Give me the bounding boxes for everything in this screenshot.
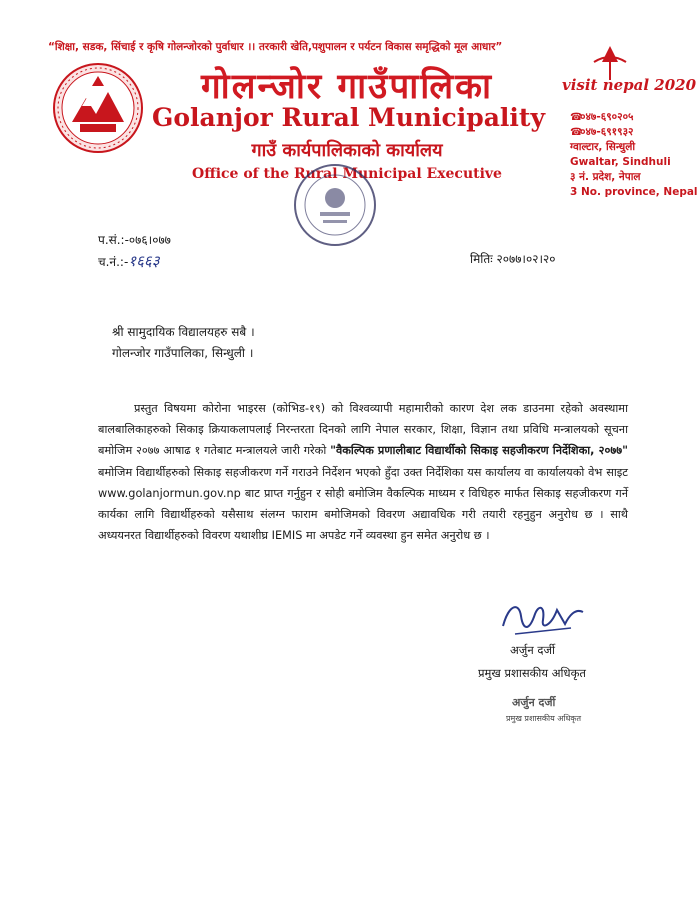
letter-body bbox=[98, 398, 628, 546]
phone-line-2: ☎०४७-६९१९३२ bbox=[570, 126, 634, 138]
letter-date: मितिः २०७७।०२।२० bbox=[470, 252, 556, 266]
dispatch-number: १६६३ bbox=[128, 252, 160, 270]
reference-block bbox=[98, 230, 171, 273]
reference-number: प.सं.:-०७६।०७७ bbox=[98, 233, 171, 247]
recipient-line-1: श्री सामुदायिक विद्यालयहरु सबै । bbox=[112, 325, 255, 339]
dispatch-number-line: च.नं.:-१६६३ bbox=[98, 252, 160, 270]
body-part-1: प्रस्तुत विषयमा कोरोना भाइरस (कोभिड-१९) को विश्वव्यापी महामारीको कारण देश लक डाउनमा रहेको अवस्थामा बालबालिकाहरुको सिकाइ क्रियाकलापलाई निरन्तरता दिनको लागि नेपाल सरकार, शिक्षा, विज्ञान तथा प्रविधि मन्त्रालयको सूचना बमोजिम २०७७ आषाढ १ गतेबाट मन्त्रालयले जारी गरेको bbox=[98, 402, 628, 458]
visit-nepal-logo-text: visit nepal 2020 bbox=[562, 76, 697, 94]
title-english: Golanjor Rural Municipality bbox=[152, 103, 546, 132]
visit-nepal-icon bbox=[558, 40, 697, 106]
body-guideline-title: "वैकल्पिक प्रणालीबाट विद्यार्थीको सिकाइ सहजीकरण निर्देशिका, २०७७" bbox=[330, 444, 628, 458]
contact-block bbox=[570, 110, 698, 200]
office-stamp-icon bbox=[290, 160, 380, 250]
name-stamp bbox=[504, 693, 598, 729]
phone-icon: ☎ bbox=[570, 112, 583, 123]
signatory-title: प्रमुख प्रशासकीय अधिकृत bbox=[478, 666, 586, 680]
municipality-emblem-icon bbox=[52, 62, 144, 154]
stamp-title: प्रमुख प्रशासकीय अधिकृत bbox=[506, 714, 582, 723]
header-slogan: “शिक्षा, सडक, सिंचाई र कृषि गोलन्जोरको पुर्वाधार ।। तरकारी खेति,पशुपालन र पर्यटन विकास समृद्धिको मूल आधार” bbox=[48, 41, 503, 53]
signatory-name: अर्जुन दर्जी bbox=[510, 643, 555, 657]
phone-icon: ☎ bbox=[570, 127, 583, 138]
body-part-3: बाट प्राप्त गर्नुहुन र सोही बमोजिम वैकल्पिक माध्यम र विधिहरु मार्फत सिकाइ सहजीकरण गर्ने कार्यका लागि विद्यार्थीहरुको यसैसाथ संलग्न फाराम बमोजिमको विवरण अद्यावधिक गरी तयारी रहनुहुन अनुरोध छ । साथै अध्ययनरत विद्यार्थीहरुको विवरण यथाशीघ्र IEMIS मा अपडेट गर्ने व्यवस्था हुन समेत अनुरोध छ । bbox=[98, 486, 628, 543]
handwritten-signature-icon bbox=[495, 596, 595, 640]
stamp-name: अर्जुन दर्जी bbox=[512, 696, 556, 709]
recipient-line-2: गोलन्जोर गाउँपालिका, सिन्धुली । bbox=[112, 346, 254, 360]
phone-line-1: ☎०४७-६९०२०५ bbox=[570, 111, 634, 123]
title-nepali: गोलन्जोर गाउँपालिका bbox=[200, 67, 494, 107]
province-nepali: ३ नं. प्रदेश, नेपाल bbox=[570, 171, 641, 183]
address-english: Gwaltar, Sindhuli bbox=[570, 156, 671, 168]
office-english: Office of the Rural Municipal Executive bbox=[192, 166, 502, 182]
province-english: 3 No. province, Nepal bbox=[570, 186, 698, 198]
address-nepali: ग्वाल्टार, सिन्धुली bbox=[570, 141, 636, 153]
website-link[interactable]: www.golanjormun.gov.np bbox=[98, 486, 241, 500]
office-nepali: गाउँ कार्यपालिकाको कार्यालय bbox=[251, 140, 443, 161]
recipient-block bbox=[112, 322, 255, 364]
body-part-2: बमोजिम विद्यार्थीहरुको सिकाइ सहजीकरण गर्ने गराउने निर्देशन भएको हुँदा उक्त निर्देशिका यस कार्यालय वा कार्यालयको वेभ साइट bbox=[98, 465, 628, 479]
visit-nepal-logo bbox=[558, 40, 697, 106]
